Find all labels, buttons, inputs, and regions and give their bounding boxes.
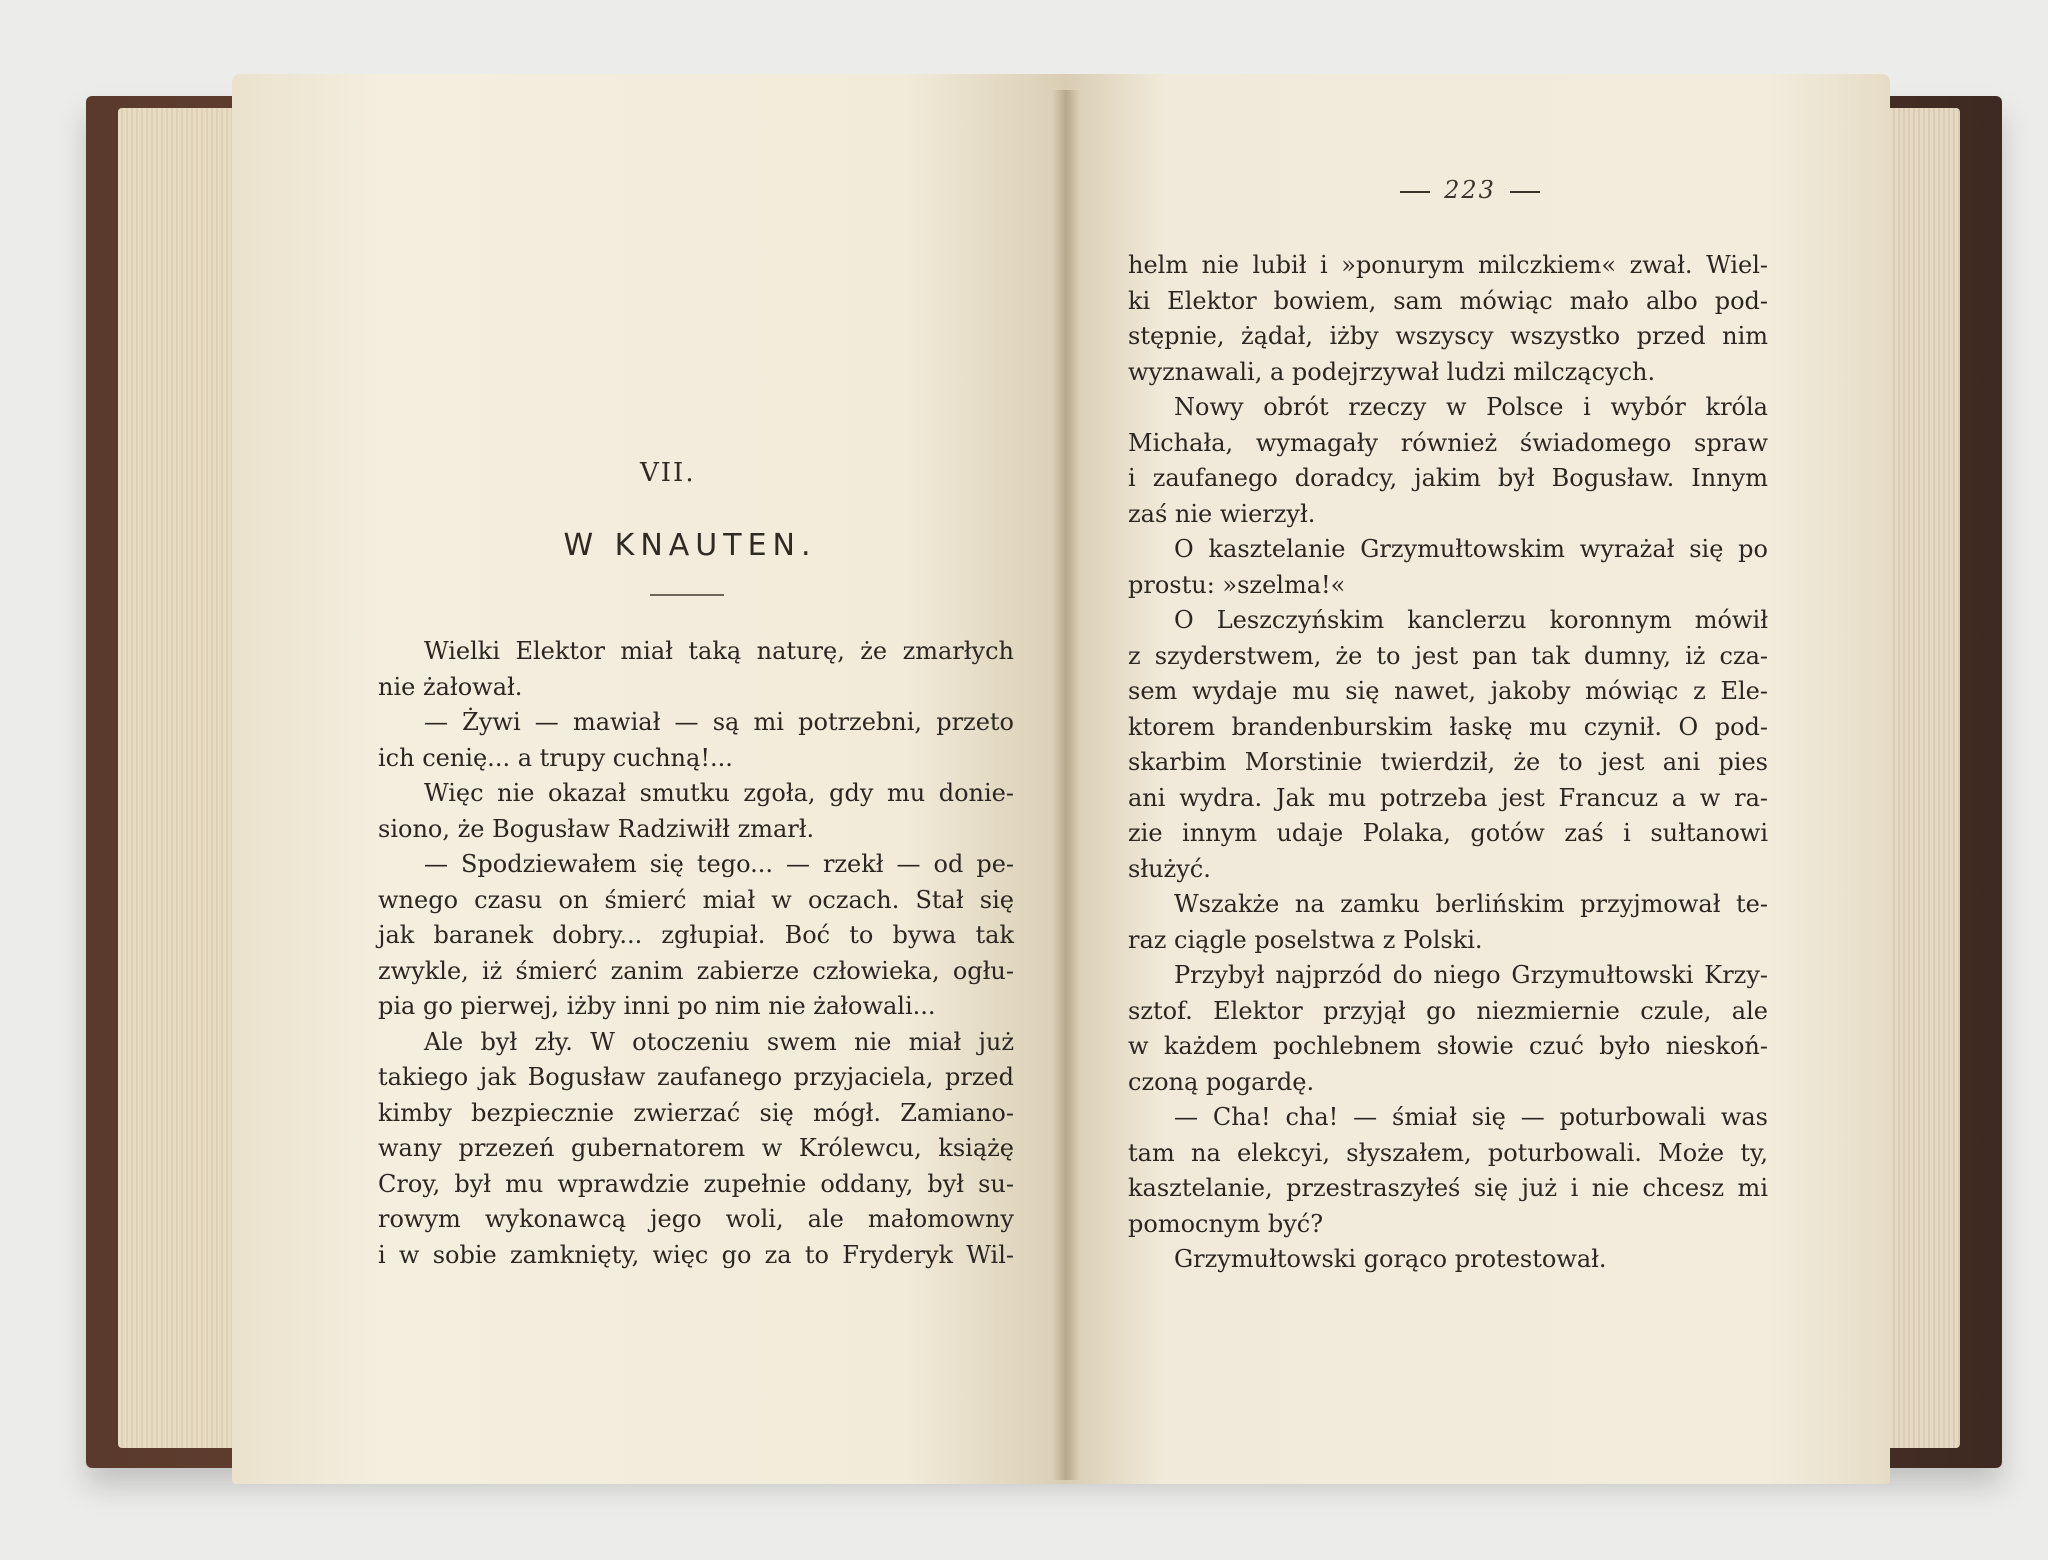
- text-line: tam na elekcyi, słyszałem, poturbowali. Może ty,: [1128, 1138, 1768, 1167]
- text-line: kasztelanie, przestraszyłeś się już i nie chcesz mi: [1128, 1174, 1768, 1202]
- text-line: kimby bezpiecznie zwierzać się mógł. Zamiano-: [378, 1098, 1014, 1127]
- text-line: jak baranek dobry... zgłupiał. Boć to bywa tak: [378, 921, 1014, 949]
- book-gutter: [1052, 90, 1080, 1480]
- text-line: Grzymułtowski gorąco protestował.: [1174, 1245, 1607, 1273]
- text-line: sem wydaje mu się nawet, jakoby mówiąc z Ele-: [1128, 677, 1768, 705]
- chapter-title: W KNAUTEN.: [563, 528, 817, 563]
- text-line: w każdem pochlebnem słowie czuć było nieskoń-: [1128, 1032, 1768, 1060]
- left-page-edges: [118, 108, 248, 1448]
- text-line: ki Elektor bowiem, sam mówiąc mało albo pod-: [1128, 286, 1768, 315]
- text-line: i w sobie zamknięty, więc go za to Fryderyk Wil-: [378, 1240, 1014, 1269]
- text-line: — Spodziewałem się tego... — rzekł — od pe-: [424, 850, 1014, 878]
- text-line: — Cha! cha! — śmiał się — poturbowali was: [1174, 1103, 1768, 1131]
- text-line: ktorem brandenburskim łaskę mu czynił. O pod-: [1128, 712, 1768, 741]
- text-line: Croy, był mu wprawdzie zupełnie oddany, był su-: [378, 1169, 1014, 1198]
- text-line: zwykle, iż śmierć zanim zabierze człowieka, ogłu-: [378, 956, 1014, 985]
- text-line: pomocnym być?: [1128, 1209, 1324, 1238]
- text-line: rowym wykonawcą jego woli, ale małomowny: [378, 1205, 1014, 1233]
- text-line: i zaufanego doradcy, jakim był Bogusław. Innym: [1128, 464, 1768, 492]
- dash-right: [1510, 191, 1540, 193]
- page-number: [1380, 176, 1560, 204]
- text-line: wnego czasu on śmierć miał w oczach. Stał się: [378, 885, 1014, 914]
- text-line: wany przezeń gubernatorem w Królewcu, książę: [378, 1134, 1014, 1162]
- text-line: Wszakże na zamku berlińskim przyjmował te-: [1174, 890, 1768, 918]
- text-line: raz ciągle poselstwa z Polski.: [1128, 925, 1483, 954]
- text-line: prostu: »szelma!«: [1128, 570, 1346, 599]
- text-line: takiego jak Bogusław zaufanego przyjaciela, przed: [378, 1063, 1014, 1091]
- text-line: zie innym udaje Polaka, gotów zaś i sułtanowi: [1128, 819, 1768, 847]
- text-line: czoną pogardę.: [1128, 1067, 1315, 1096]
- text-line: służyć.: [1128, 854, 1211, 883]
- text-line: Nowy obrót rzeczy w Polsce i wybór króla: [1174, 393, 1768, 421]
- text-line: Wielki Elektor miał taką naturę, że zmarłych: [424, 637, 1014, 665]
- right-page-text: [1128, 248, 1768, 1278]
- text-line: Michała, wymagały również świadomego spraw: [1128, 428, 1768, 457]
- page-number-value: 223: [1444, 176, 1496, 204]
- text-line: Więc nie okazał smutku zgoła, gdy mu donie-: [424, 779, 1014, 807]
- dash-left: [1400, 191, 1430, 193]
- text-line: stępnie, żądał, iżby wszyscy wszystko przed nim: [1128, 322, 1768, 350]
- text-line: Przybył najprzód do niego Grzymułtowski Krzy-: [1174, 961, 1768, 989]
- text-line: wyznawali, a podejrzywał ludzi milczących.: [1128, 357, 1656, 386]
- text-line: skarbim Morstinie twierdził, że to jest ani pies: [1128, 748, 1768, 776]
- left-page-text: [378, 634, 1014, 1273]
- text-line: — Żywi — mawiał — są mi potrzebni, przeto: [424, 708, 1014, 736]
- text-line: sztof. Elektor przyjął go niezmiernie czule, ale: [1128, 996, 1768, 1025]
- text-line: Ale był zły. W otoczeniu swem nie miał już: [424, 1027, 1014, 1056]
- chapter-number: VII.: [640, 458, 696, 488]
- text-line: O kasztelanie Grzymułtowskim wyrażał się po: [1174, 535, 1768, 563]
- text-line: pia go pierwej, iżby inni po nim nie żałowali...: [378, 992, 936, 1020]
- text-line: ich cenię... a trupy cuchną!...: [378, 743, 733, 772]
- chapter-rule: [650, 594, 724, 596]
- text-line: ani wydra. Jak mu potrzeba jest Francuz a w ra-: [1128, 783, 1768, 812]
- text-line: O Leszczyńskim kanclerzu koronnym mówił: [1174, 606, 1768, 634]
- text-line: z szyderstwem, że to jest pan tak dumny, iż cza-: [1128, 641, 1768, 670]
- text-line: helm nie lubił i »ponurym milczkiem« zwał. Wiel-: [1128, 251, 1768, 279]
- text-line: siono, że Bogusław Radziwiłł zmarł.: [378, 814, 815, 843]
- text-line: nie żałował.: [378, 672, 523, 701]
- text-line: zaś nie wierzył.: [1128, 499, 1316, 528]
